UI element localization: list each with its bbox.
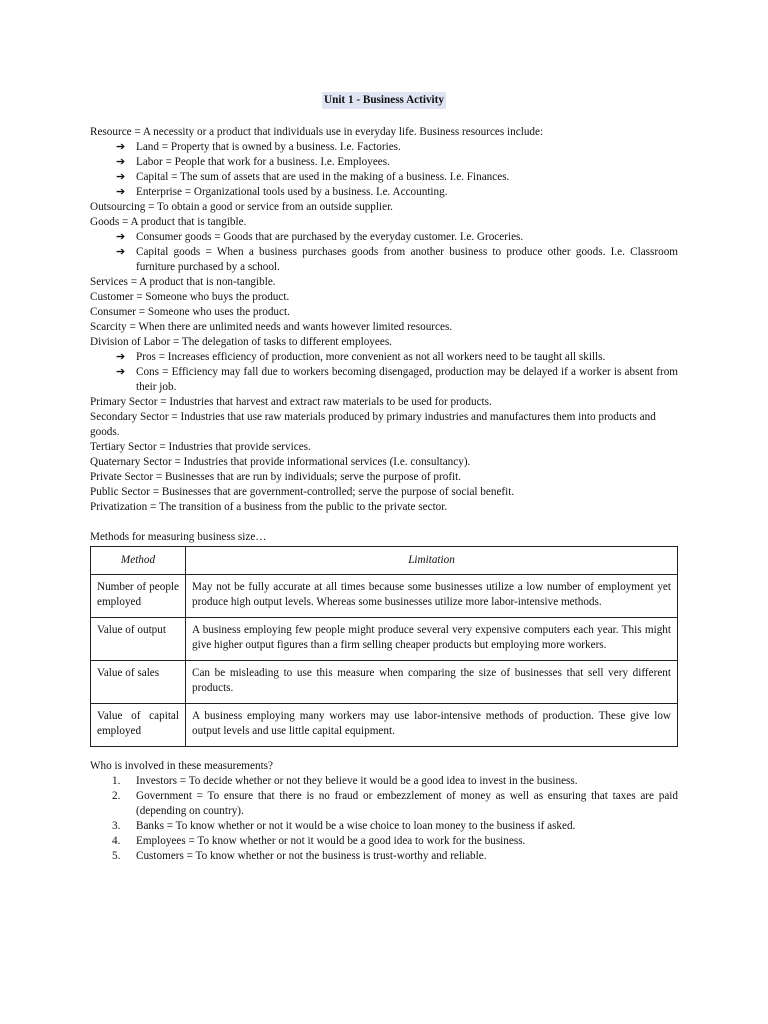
bullet-item: ➔ Capital = The sum of assets that are used in the making of a business. I.e. Finances. <box>116 171 510 183</box>
definition-line: Primary Sector = Industries that harvest and extract raw materials to be used for products. <box>90 396 492 408</box>
goods-definition: Goods = A product that is tangible. <box>90 216 247 228</box>
page-title: Unit 1 - Business Activity <box>322 92 446 109</box>
table-row <box>91 618 678 661</box>
arrow-bullet-icon: ➔ <box>116 366 126 378</box>
bullet-item: ➔ Land = Property that is owned by a business. I.e. Factories. <box>116 141 401 153</box>
arrow-bullet-icon: ➔ <box>116 231 126 243</box>
limitation-cell: A business employing few people might produce several very expensive computers each year. This might give higher output figures than a firm selling cheaper products but employing more workers. <box>186 618 678 661</box>
bullet-item: ➔ Enterprise = Organizational tools used by a business. I.e. Accounting. <box>116 186 448 198</box>
table-row <box>91 575 678 618</box>
list-item: 2. Government = To ensure that there is no fraud or embezzlement of money as well as ensuring that taxes are paid (depending on country). <box>112 790 678 817</box>
division-definition: Division of Labor = The delegation of tasks to different employees. <box>90 336 392 348</box>
definition-line: Customer = Someone who buys the product. <box>90 291 290 303</box>
limitation-cell: Can be misleading to use this measure when comparing the size of businesses that sell very different products. <box>186 661 678 704</box>
arrow-bullet-icon: ➔ <box>116 246 126 258</box>
bullet-item: ➔ Pros = Increases efficiency of production, more convenient as not all workers need to be taught all skills. <box>116 351 606 363</box>
definition-line: Tertiary Sector = Industries that provide services. <box>90 441 311 453</box>
list-item: 1. Investors = To decide whether or not they believe it would be a good idea to invest in the business. <box>112 775 578 787</box>
list-item: 3. Banks = To know whether or not it would be a wise choice to loan money to the business if asked. <box>112 820 576 832</box>
definition-line: Scarcity = When there are unlimited needs and wants however limited resources. <box>90 321 453 333</box>
method-cell: Number of people employed <box>91 575 186 618</box>
definition-line: Privatization = The transition of a business from the public to the private sector. <box>90 501 448 513</box>
table-caption: Methods for measuring business size… <box>90 531 267 543</box>
bullet-item: ➔ Cons = Efficiency may fall due to workers becoming disengaged, production may be delayed if a worker is absent from their job. <box>116 366 678 393</box>
column-header-method: Method <box>91 547 186 575</box>
document-page <box>90 92 678 864</box>
involved-question: Who is involved in these measurements? <box>90 760 273 772</box>
table-row <box>91 704 678 747</box>
method-cell: Value of sales <box>91 661 186 704</box>
definition-line: Consumer = Someone who uses the product. <box>90 306 290 318</box>
methods-table <box>90 546 678 747</box>
table-row <box>91 661 678 704</box>
method-cell: Value of capital employed <box>91 704 186 747</box>
definition-line: Quaternary Sector = Industries that provide informational services (I.e. consultancy). <box>90 456 471 468</box>
definition-line: Private Sector = Businesses that are run by individuals; serve the purpose of profit. <box>90 471 462 483</box>
column-header-limitation: Limitation <box>186 547 678 575</box>
arrow-bullet-icon: ➔ <box>116 156 126 168</box>
resource-definition: Resource = A necessity or a product that individuals use in everyday life. Business resources include: <box>90 126 544 138</box>
list-item: 5. Customers = To know whether or not the business is trust-worthy and reliable. <box>112 850 487 862</box>
bullet-item: ➔ Capital goods = When a business purchases goods from another business to produce other goods. I.e. Classroom furniture purchased by a school. <box>116 246 678 273</box>
method-cell: Value of output <box>91 618 186 661</box>
arrow-bullet-icon: ➔ <box>116 186 126 198</box>
definition-line: Public Sector = Businesses that are government-controlled; serve the purpose of social benefit. <box>90 486 515 498</box>
outsourcing-definition: Outsourcing = To obtain a good or service from an outside supplier. <box>90 201 393 213</box>
list-item: 4. Employees = To know whether or not it would be a good idea to work for the business. <box>112 835 526 847</box>
arrow-bullet-icon: ➔ <box>116 351 126 363</box>
definition-line: Secondary Sector = Industries that use raw materials produced by primary industries and manufactures them into products and goods. <box>90 411 656 438</box>
definition-line: Services = A product that is non-tangible. <box>90 276 276 288</box>
bullet-item: ➔ Consumer goods = Goods that are purchased by the everyday customer. I.e. Groceries. <box>116 231 524 243</box>
title-block <box>90 92 678 109</box>
arrow-bullet-icon: ➔ <box>116 171 126 183</box>
table-header-row <box>91 547 678 575</box>
arrow-bullet-icon: ➔ <box>116 141 126 153</box>
bullet-item: ➔ Labor = People that work for a business. I.e. Employees. <box>116 156 390 168</box>
limitation-cell: May not be fully accurate at all times because some businesses utilize a low number of employment yet produce high output levels. Whereas some businesses utilize more labor-intensive methods. <box>186 575 678 618</box>
limitation-cell: A business employing many workers may use labor-intensive methods of production. These give low output levels and use little capital equipment. <box>186 704 678 747</box>
